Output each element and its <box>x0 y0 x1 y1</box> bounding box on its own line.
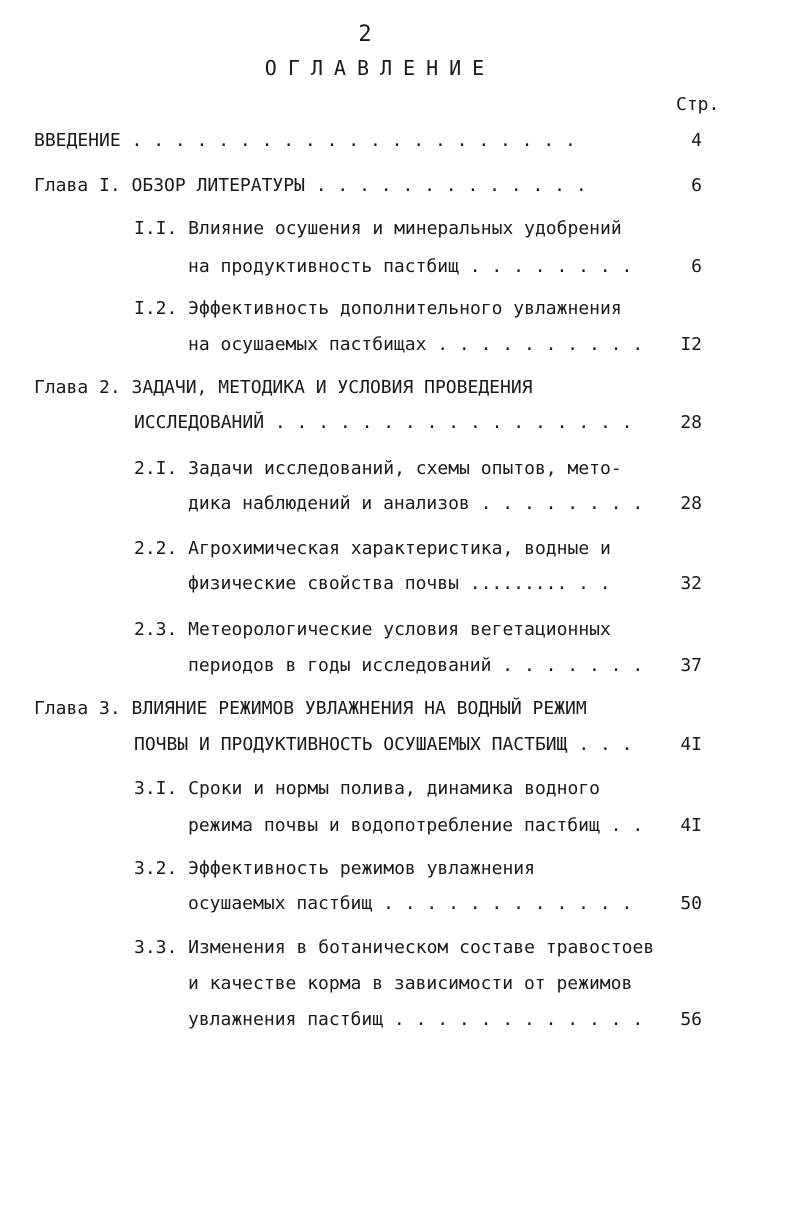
toc-entry-text: Глава I. ОБЗОР ЛИТЕРАТУРЫ . . . . . . . . . . . . . <box>34 175 587 196</box>
toc-entry-text: I.I. Влияние осушения и минеральных удобрений <box>134 218 622 239</box>
toc-entry-page: 28 <box>680 493 702 514</box>
toc-entry-text: увлажнения пастбищ . . . . . . . . . . . . <box>188 1009 644 1030</box>
toc-entry-text: осушаемых пастбищ . . . . . . . . . . . . <box>188 893 633 914</box>
toc-entry-page: 6 <box>691 175 702 196</box>
toc-entry-text: и качестве корма в зависимости от режимов <box>188 973 633 994</box>
toc-entry-page: I2 <box>680 334 702 355</box>
toc-entry-text: 3.I. Сроки и нормы полива, динамика водного <box>134 778 600 799</box>
page-column-header: Стр. <box>676 94 720 115</box>
toc-entry-page: 4I <box>680 734 702 755</box>
toc-entry-page: 28 <box>680 412 702 433</box>
toc-entry-page: 6 <box>691 256 702 277</box>
toc-entry-text: периодов в годы исследований . . . . . . . <box>188 655 644 676</box>
toc-entry-page: 4I <box>680 815 702 836</box>
toc-entry-text: 2.3. Метеорологические условия вегетационных <box>134 619 611 640</box>
toc-title: ОГЛАВЛЕНИЕ <box>264 56 496 80</box>
toc-entry-text: на осушаемых пастбищах . . . . . . . . . . <box>188 334 644 355</box>
toc-entry-text: 3.3. Изменения в ботаническом составе травостоев <box>134 937 655 958</box>
toc-entry-text: 2.2. Агрохимическая характеристика, водные и <box>134 538 611 559</box>
toc-entry-text: дика наблюдений и анализов . . . . . . . . <box>188 493 644 514</box>
toc-entry-text: ИССЛЕДОВАНИЙ . . . . . . . . . . . . . . . . . <box>134 412 633 433</box>
toc-entry-text: Глава 3. ВЛИЯНИЕ РЕЖИМОВ УВЛАЖНЕНИЯ НА ВОДНЫЙ РЕЖИМ <box>34 698 587 719</box>
toc-entry-page: 50 <box>680 893 702 914</box>
toc-entry-page: 4 <box>691 130 702 151</box>
toc-entry-text: 2.I. Задачи исследований, схемы опытов, мето- <box>134 458 622 479</box>
toc-entry-page: 32 <box>680 573 702 594</box>
toc-entry-text: физические свойства почвы ......... . . <box>188 573 611 594</box>
toc-entry-text: I.2. Эффективность дополнительного увлажнения <box>134 298 622 319</box>
toc-entry-text: ПОЧВЫ И ПРОДУКТИВНОСТЬ ОСУШАЕМЫХ ПАСТБИЩ . . . <box>134 734 633 755</box>
toc-entry-text: 3.2. Эффективность режимов увлажнения <box>134 858 535 879</box>
toc-entry-page: 37 <box>680 655 702 676</box>
toc-entry-text: ВВЕДЕНИЕ . . . . . . . . . . . . . . . . . . . . . <box>34 130 576 151</box>
page-number: 2 <box>358 22 372 47</box>
toc-entry-page: 56 <box>680 1009 702 1030</box>
toc-entry-text: Глава 2. ЗАДАЧИ, МЕТОДИКА И УСЛОВИЯ ПРОВЕДЕНИЯ <box>34 377 533 398</box>
toc-entry-text: режима почвы и водопотребление пастбищ . . <box>188 815 644 836</box>
toc-entry-text: на продуктивность пастбищ . . . . . . . . <box>188 256 633 277</box>
